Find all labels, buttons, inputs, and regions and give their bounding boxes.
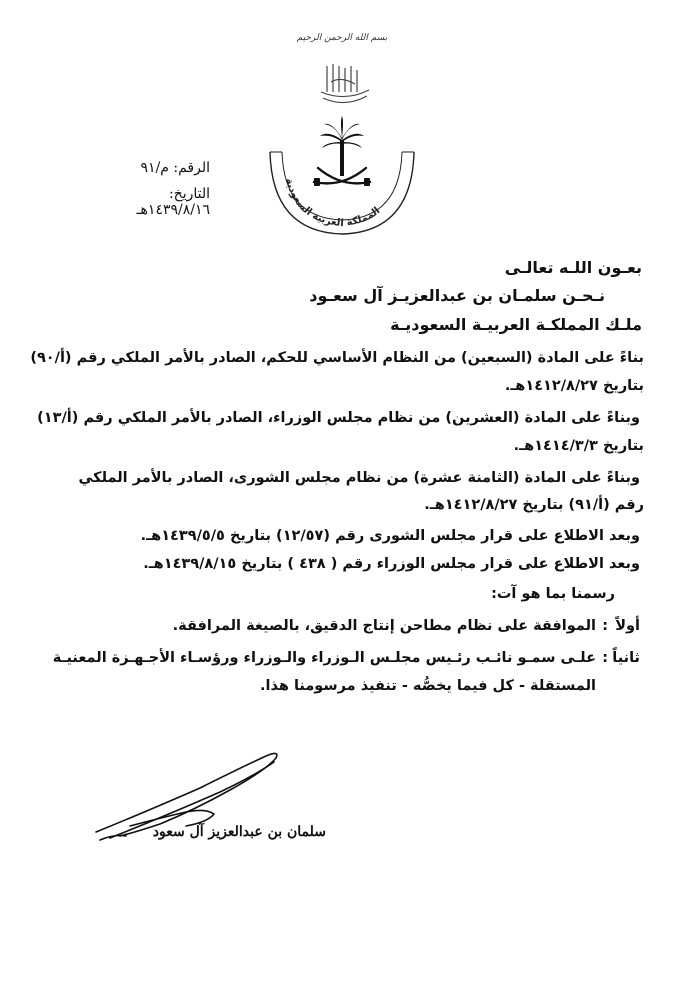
shahada-calligraphy [315,62,375,108]
article-separator: : [602,650,608,666]
preamble-line: بتاريخ ١٤١٤/٣/٣هـ. [513,438,644,454]
article-1-text: الموافقة على نظام مطاحن إنتاج الدقيق، بالصيغة المرافقة. [172,618,596,634]
basmala-text: بسم الله الرحمن الرحيم [296,33,388,43]
preamble-line: وبعد الاطلاع على قرار مجلس الوزراء رقم ( ٤٣٨ ) بتاريخ ١٤٣٩/٨/١٥هـ. [143,556,640,572]
article-2-label: ثانياً [612,650,640,666]
article-1-label: أولاً [615,618,640,634]
signer-name: سلمان بن عبدالعزيز آل سعود [152,824,326,840]
preamble-line: بناءً على المادة (السبعين) من النظام الأساسي للحكم، الصادر بالأمر الملكي رقم (أ/٩٠) [30,350,644,366]
preamble-line: وبناءً على المادة (العشرين) من نظام مجلس الوزراء، الصادر بالأمر الملكي رقم (أ/١٣) [37,410,640,426]
preamble-line: وبناءً على المادة (الثامنة عشرة) من نظام مجلس الشورى، الصادر بالأمر الملكي [78,470,640,486]
svg-text:لا إله إلا الله محمد رسول الله [345,105,347,107]
saudi-emblem [262,112,422,242]
basmala [296,30,388,43]
svg-text:المملكة العربية السعودية: المملكة العربية السعودية [283,177,383,230]
preamble-line: رقم (أ/٩١) بتاريخ ١٤١٢/٨/٢٧هـ. [424,497,644,513]
king-name-line: نـحـن سلمـان بن عبدالعزيـز آل سعـود [309,286,605,305]
article-separator: : [602,618,608,634]
article-2-text-line: المستقلة - كل فيما يخصُّه - تنفيذ مرسومنا هذا. [260,678,596,694]
preamble-line: رسمنا بما هو آت: [491,586,615,602]
article-2-text-line: علـى سمـو نائـب رئـيس مجلـس الـوزراء والـوزراء ورؤسـاء الأجـهـزة المعنيـة [52,650,596,666]
reference-date: التاريخ: ١٤٣٩/٨/١٦هـ [136,186,210,218]
preamble-line: وبعد الاطلاع على قرار مجلس الشورى رقم (١٢/٥٧) بتاريخ ١٤٣٩/٥/٥هـ. [140,528,640,544]
king-title-line: ملـك المملكـة العربيـة السعوديـة [390,315,642,334]
opening-invocation: بعـون اللـه تعالـى [504,258,642,277]
reference-number: الرقم: م/٩١ [140,160,210,176]
preamble-line: بتاريخ ١٤١٢/٨/٢٧هـ. [504,378,644,394]
